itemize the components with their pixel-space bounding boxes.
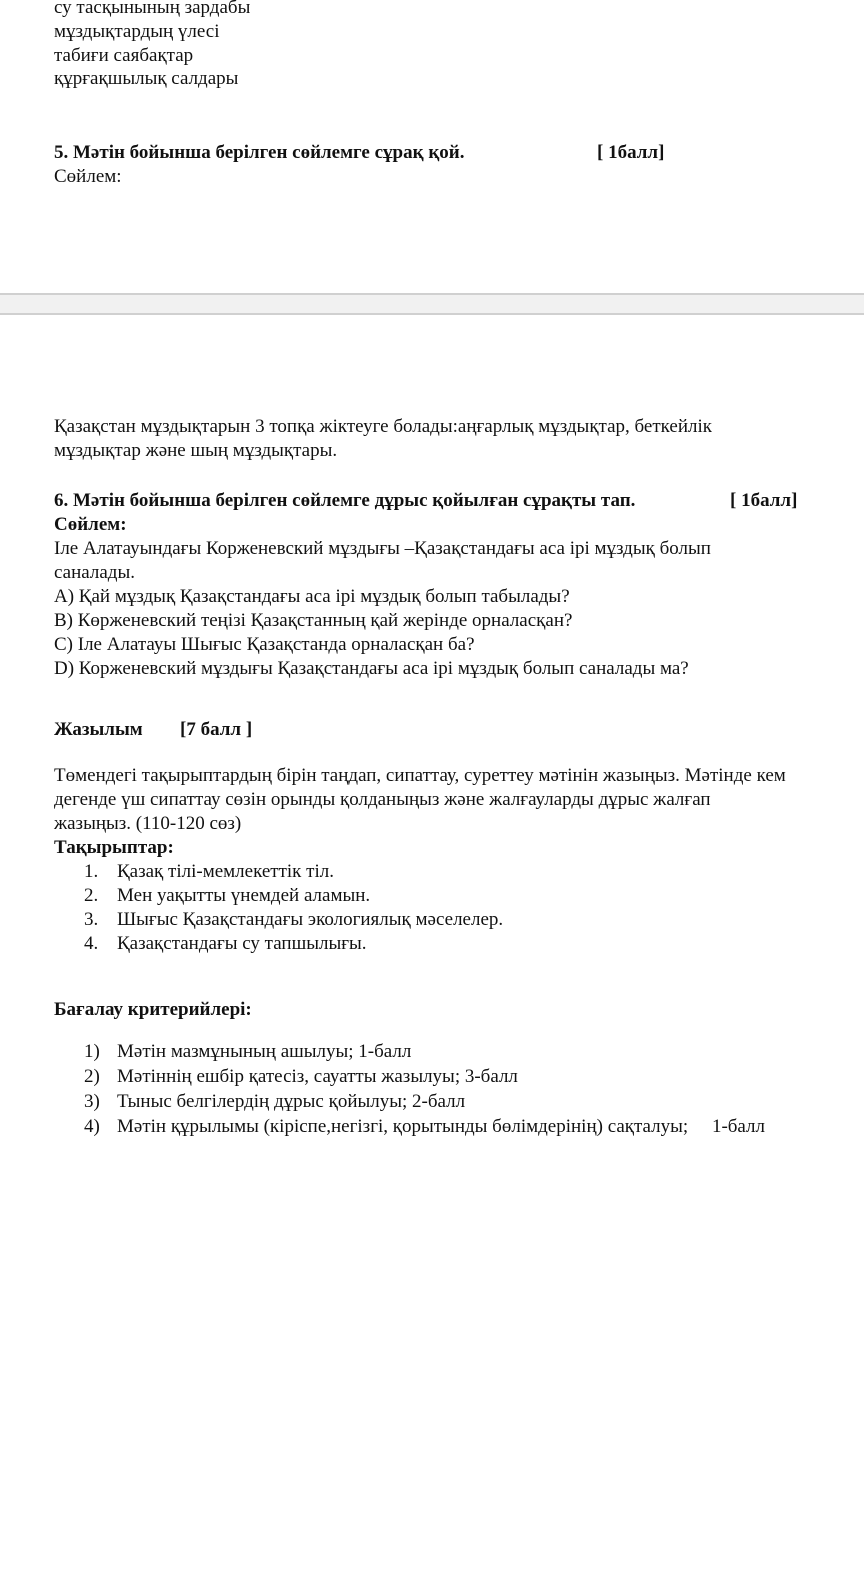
- list-number: 3): [84, 1091, 100, 1112]
- writing-points: [7 балл ]: [180, 719, 253, 740]
- answer-option-c: C) Іле Алатауы Шығыс Қазақстанда орналасқан ба?: [54, 634, 475, 655]
- question-5-title: 5. Мәтін бойынша берілген сөйлемге сұрақ қой.: [54, 142, 465, 163]
- list-text: Мен уақытты үнемдей аламын.: [117, 885, 371, 906]
- answer-option-a: A) Қай мұздық Қазақстандағы аса ірі мұздық болып табылады?: [54, 586, 570, 607]
- document-page-2: [0, 315, 864, 1580]
- writing-title: Жазылым: [54, 719, 143, 740]
- list-item: су тасқынының зардабы: [54, 0, 251, 18]
- list-item: табиғи саябақтар: [54, 45, 194, 66]
- writing-instruction: Төмендегі тақырыптардың бірін таңдап, сипаттау, суреттеу мәтінін жазыңыз. Мәтінде кем: [54, 765, 786, 786]
- list-item: мұздықтардың үлесі: [54, 21, 220, 42]
- list-text: Қазақ тілі-мемлекеттік тіл.: [117, 861, 334, 882]
- list-text: Шығыс Қазақстандағы экологиялық мәселелер.: [117, 909, 504, 930]
- writing-instruction: дегенде үш сипаттау сөзін орынды қолданыңыз және жалғауларды дұрыс жалғап: [54, 789, 711, 810]
- list-text: Мәтін мазмұнының ашылуы; 1-балл: [117, 1041, 412, 1062]
- intro-line: Қазақстан мұздықтарын 3 топқа жіктеуге болады:аңғарлық мұздықтар, беткейлік: [54, 416, 713, 437]
- list-text: Мәтін құрылымы (кіріспе,негізгі, қорытынды бөлімдерінің) сақталуы; 1-балл: [117, 1116, 765, 1137]
- answer-option-d: D) Корженевский мұздығы Қазақстандағы аса ірі мұздық болып саналады ма?: [54, 658, 689, 679]
- list-number: 2.: [84, 885, 99, 906]
- answer-option-b: B) Көрженевский теңізі Қазақстанның қай жерінде орналасқан?: [54, 610, 573, 631]
- list-number: 4): [84, 1116, 100, 1137]
- criteria-title: Бағалау критерийлері:: [54, 999, 252, 1020]
- list-item: құрғақшылық салдары: [54, 68, 239, 89]
- list-number: 4.: [84, 933, 99, 954]
- list-text: Мәтіннің ешбір қатесіз, сауатты жазылуы; 3-балл: [117, 1066, 518, 1087]
- list-number: 2): [84, 1066, 100, 1087]
- question-6-points: [ 1балл]: [730, 490, 798, 511]
- list-number: 1): [84, 1041, 100, 1062]
- question-6-title: 6. Мәтін бойынша берілген сөйлемге дұрыс қойылған сұрақты тап.: [54, 490, 636, 511]
- list-number: 1.: [84, 861, 99, 882]
- question-6-sentence-label: Сөйлем:: [54, 514, 127, 535]
- question-5-points: [ 1балл]: [597, 142, 665, 163]
- question-5-sentence-label: Сөйлем:: [54, 166, 122, 187]
- page-break: [0, 293, 864, 315]
- list-number: 3.: [84, 909, 99, 930]
- list-text: Қазақстандағы су тапшылығы.: [117, 933, 367, 954]
- question-6-sentence: саналады.: [54, 562, 135, 583]
- intro-line: мұздықтар және шың мұздықтары.: [54, 440, 338, 461]
- question-6-sentence: Іле Алатауындағы Корженевский мұздығы –Қазақстандағы аса ірі мұздық болып: [54, 538, 711, 559]
- writing-instruction: жазыңыз. (110-120 сөз): [54, 813, 242, 834]
- topics-title: Тақырыптар:: [54, 837, 174, 858]
- document-page-1: [0, 0, 864, 293]
- list-text: Тыныс белгілердің дұрыс қойылуы; 2-балл: [117, 1091, 466, 1112]
